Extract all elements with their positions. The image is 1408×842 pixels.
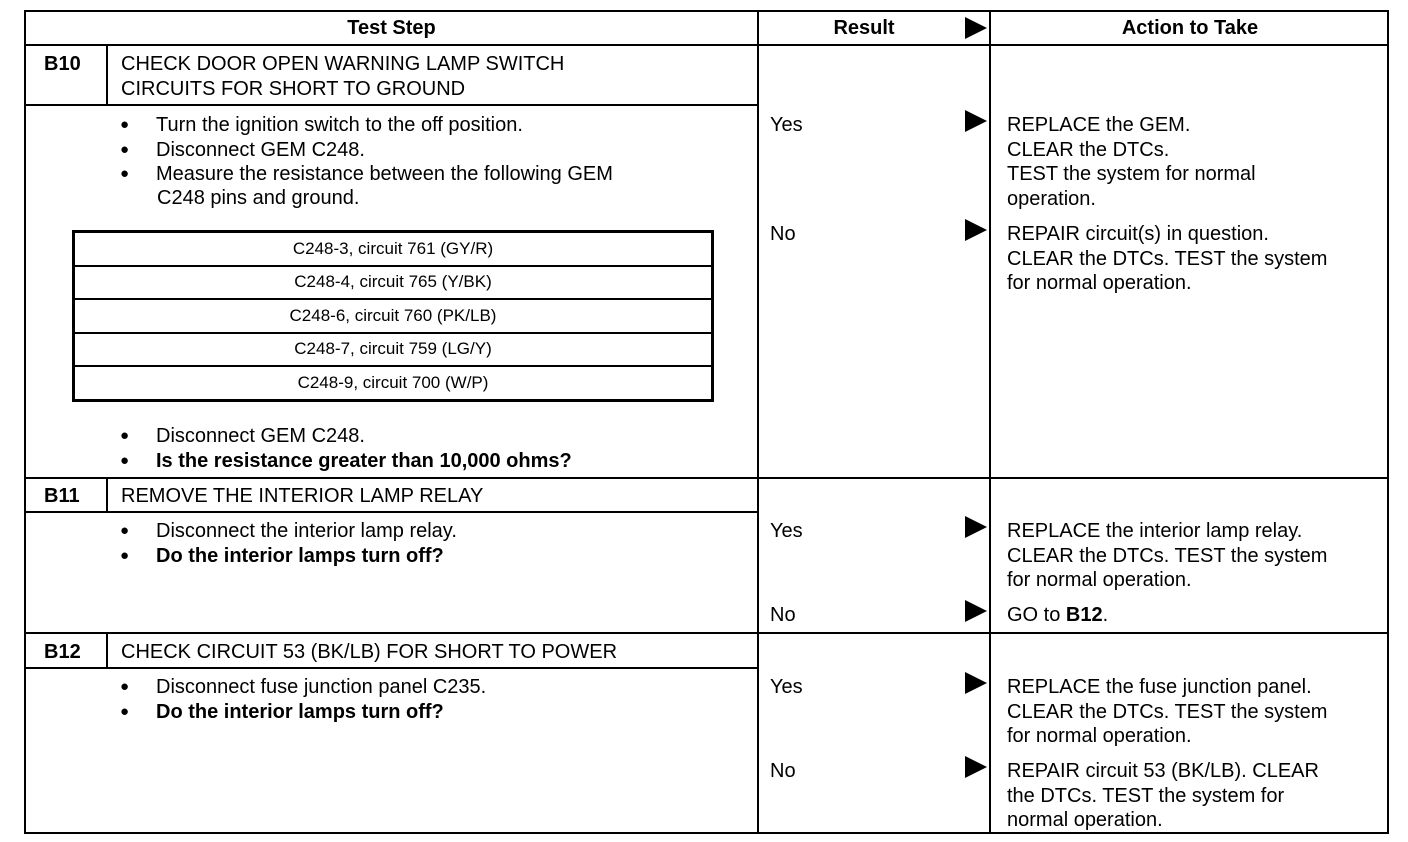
pin-row: C248-7, circuit 759 (LG/Y)	[74, 333, 713, 367]
step-title-b12: CHECK CIRCUIT 53 (BK/LB) FOR SHORT TO POWER	[121, 641, 618, 663]
pin-table	[72, 230, 714, 402]
list-item: ● Disconnect GEM C248.	[116, 424, 572, 449]
step-instructions-b11	[116, 519, 457, 568]
result-yes-b10: Yes	[770, 114, 803, 136]
step-id-b10: B10	[44, 53, 81, 75]
step-divider	[26, 632, 1389, 634]
action-no-b11: GO to B12.	[1007, 604, 1109, 626]
header-result: Result	[833, 17, 895, 39]
list-item: ● Disconnect the interior lamp relay.	[116, 519, 457, 544]
action-no-b12: REPAIR circuit 53 (BK/LB). CLEAR the DTCs. TEST the system for normal operation.	[1007, 760, 1319, 831]
step-title-divider-b10	[26, 104, 757, 106]
step-id-divider-b11	[106, 477, 108, 513]
pin-row: C248-3, circuit 761 (GY/R)	[74, 232, 713, 266]
action-no-b10: REPAIR circuit(s) in question. CLEAR the DTCs. TEST the system for normal operation.	[1007, 223, 1328, 294]
step-instructions-b10	[116, 113, 613, 187]
step-id-divider-b10	[106, 44, 108, 106]
arrow-icon	[965, 600, 987, 622]
instruction-continuation-b10: C248 pins and ground.	[157, 187, 360, 209]
diagnostic-table	[24, 10, 1389, 834]
step-id-b11: B11	[44, 485, 80, 507]
action-yes-b12: REPLACE the fuse junction panel. CLEAR the DTCs. TEST the system for normal operation.	[1007, 676, 1328, 747]
result-yes-b12: Yes	[770, 676, 803, 698]
list-item: ● Turn the ignition switch to the off position.	[116, 113, 613, 138]
pin-row: C248-6, circuit 760 (PK/LB)	[74, 299, 713, 333]
header-action: Action to Take	[1121, 17, 1259, 39]
pin-row: C248-9, circuit 700 (W/P)	[74, 366, 713, 400]
pin-row: C248-4, circuit 765 (Y/BK)	[74, 266, 713, 300]
step-question-b10	[116, 424, 572, 473]
list-item: ● Do the interior lamps turn off?	[116, 544, 457, 569]
list-item: ● Disconnect fuse junction panel C235.	[116, 675, 486, 700]
header-arrow-icon	[965, 17, 987, 39]
step-title-divider-b12	[26, 667, 757, 669]
arrow-icon	[965, 516, 987, 538]
step-id-divider-b12	[106, 632, 108, 668]
arrow-icon	[965, 110, 987, 132]
arrow-icon	[965, 672, 987, 694]
arrow-icon	[965, 219, 987, 241]
result-no-b10: No	[770, 223, 796, 245]
result-no-b12: No	[770, 760, 796, 782]
column-divider-action	[989, 12, 991, 834]
step-reference: B12	[1065, 604, 1103, 626]
step-divider	[26, 477, 1389, 479]
list-item: ● Do the interior lamps turn off?	[116, 700, 486, 725]
action-yes-b10: REPLACE the GEM. CLEAR the DTCs. TEST the system for normal operation.	[1007, 114, 1256, 210]
column-divider-result	[757, 12, 759, 834]
header-divider	[26, 44, 1389, 46]
result-no-b11: No	[770, 604, 796, 626]
step-instructions-b12	[116, 675, 486, 724]
header-test-step: Test Step	[347, 17, 436, 39]
step-title-b10: CHECK DOOR OPEN WARNING LAMP SWITCH CIRCUITS FOR SHORT TO GROUND	[121, 53, 565, 100]
list-item: ● Measure the resistance between the following GEM	[116, 162, 613, 187]
list-item: ● Disconnect GEM C248.	[116, 138, 613, 163]
step-id-b12: B12	[44, 641, 81, 663]
result-yes-b11: Yes	[770, 520, 803, 542]
arrow-icon	[965, 756, 987, 778]
list-item: ● Is the resistance greater than 10,000 ohms?	[116, 449, 572, 474]
step-title-b11: REMOVE THE INTERIOR LAMP RELAY	[121, 485, 484, 507]
step-title-divider-b11	[26, 511, 757, 513]
action-yes-b11: REPLACE the interior lamp relay. CLEAR the DTCs. TEST the system for normal operation.	[1007, 520, 1328, 591]
